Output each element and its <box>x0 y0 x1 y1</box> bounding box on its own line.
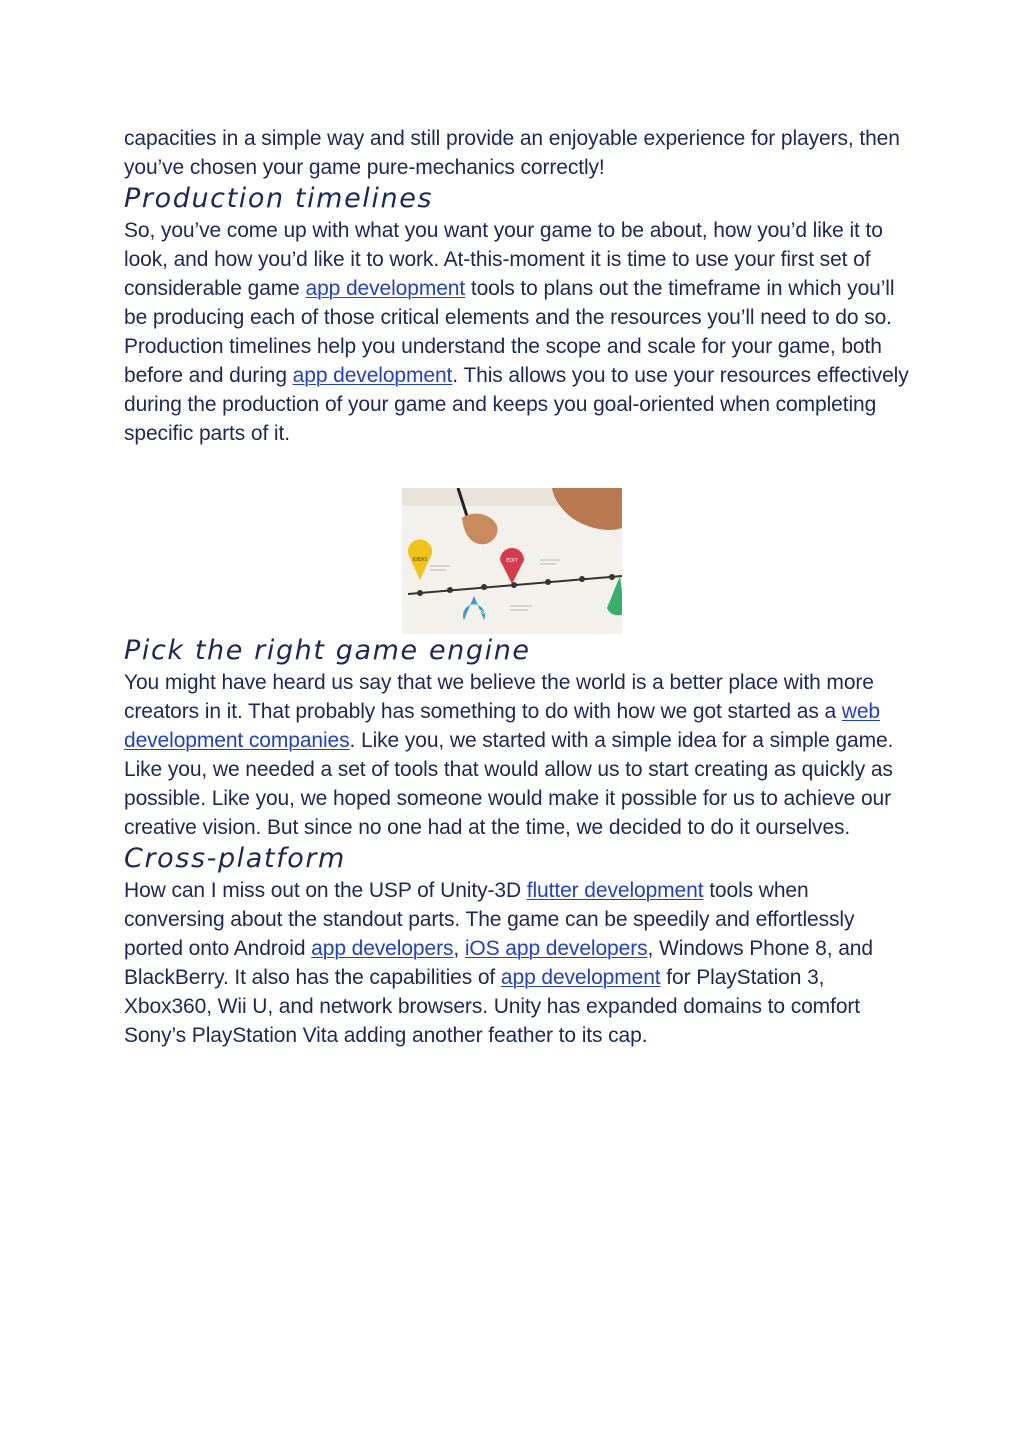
cross-text-e: for PlayStation 3, Xbox360, Wii U, and network browsers. Unity has expanded domains to comfort Sony’s PlayStation Vita adding another feather to its cap. <box>124 966 861 1047</box>
intro-text: capacities in a simple way and still provide an enjoyable experience for players, then you’ve chosen your game pure-mechanics correctly! <box>124 127 900 179</box>
link-app-developers[interactable]: app developers <box>311 937 454 960</box>
pin-label-draft: DRAFT <box>475 610 493 616</box>
link-app-development-3[interactable]: app development <box>500 966 661 989</box>
pin-label-edit: EDIT <box>506 558 518 564</box>
link-app-development-2[interactable]: app development <box>292 364 453 387</box>
cross-paragraph <box>124 876 914 1050</box>
cross-text-d: , Windows Phone 8, and BlackBerry. It also has the capabilities of <box>124 937 873 989</box>
production-text-b: tools to plans out the timeframe in which you’ll be producing each of those critical elements and the resources you’ll need to do so. Production timelines help you understand the scope and scale for your game, both before and during <box>124 277 895 387</box>
pin-label-ideas: IDEAS <box>412 557 428 563</box>
engine-paragraph <box>124 668 914 842</box>
timeline-illustration <box>402 488 622 634</box>
link-flutter-development[interactable]: flutter development <box>526 879 704 902</box>
engine-text-b: . Like you, we started with a simple idea for a simple game. Like you, we needed a set of tools that would allow us to start creating as quickly as possible. Like you, we hoped someone would make it possible for us to achieve our creative vision. But since no one had at the time, we decided to do it ourselves. <box>124 729 894 839</box>
engine-text-a: You might have heard us say that we believe the world is a better place with more creators in it. That probably has something to do with how we got started as a <box>124 671 874 723</box>
intro-paragraph <box>124 124 914 182</box>
production-text-c: . This allows you to use your resources effectively during the production of your game and keeps you goal-oriented when completing specific parts of it. <box>124 364 909 445</box>
heading-cross-platform: Cross-platform <box>124 843 346 874</box>
production-text-a: So, you’ve come up with what you want your game to be about, how you’d like it to look, and how you’d like it to work. At-this-moment it is time to use your first set of considerable game <box>124 219 883 300</box>
cross-text-a: How can I miss out on the USP of Unity-3D <box>124 879 527 902</box>
cross-text-c: , <box>453 937 465 960</box>
link-ios-app-developers[interactable]: iOS app developers <box>464 937 648 960</box>
document-page <box>124 124 914 1050</box>
heading-production-timelines: Production timelines <box>124 183 434 214</box>
cross-text-b: tools when conversing about the standout parts. The game can be speedily and effortlessly ported onto Android <box>124 879 855 960</box>
link-app-development-1[interactable]: app development <box>305 277 466 300</box>
timeline-photo <box>402 488 622 634</box>
heading-game-engine: Pick the right game engine <box>124 635 531 666</box>
production-paragraph <box>124 216 914 448</box>
link-web-development-companies[interactable]: web development companies <box>124 700 881 752</box>
